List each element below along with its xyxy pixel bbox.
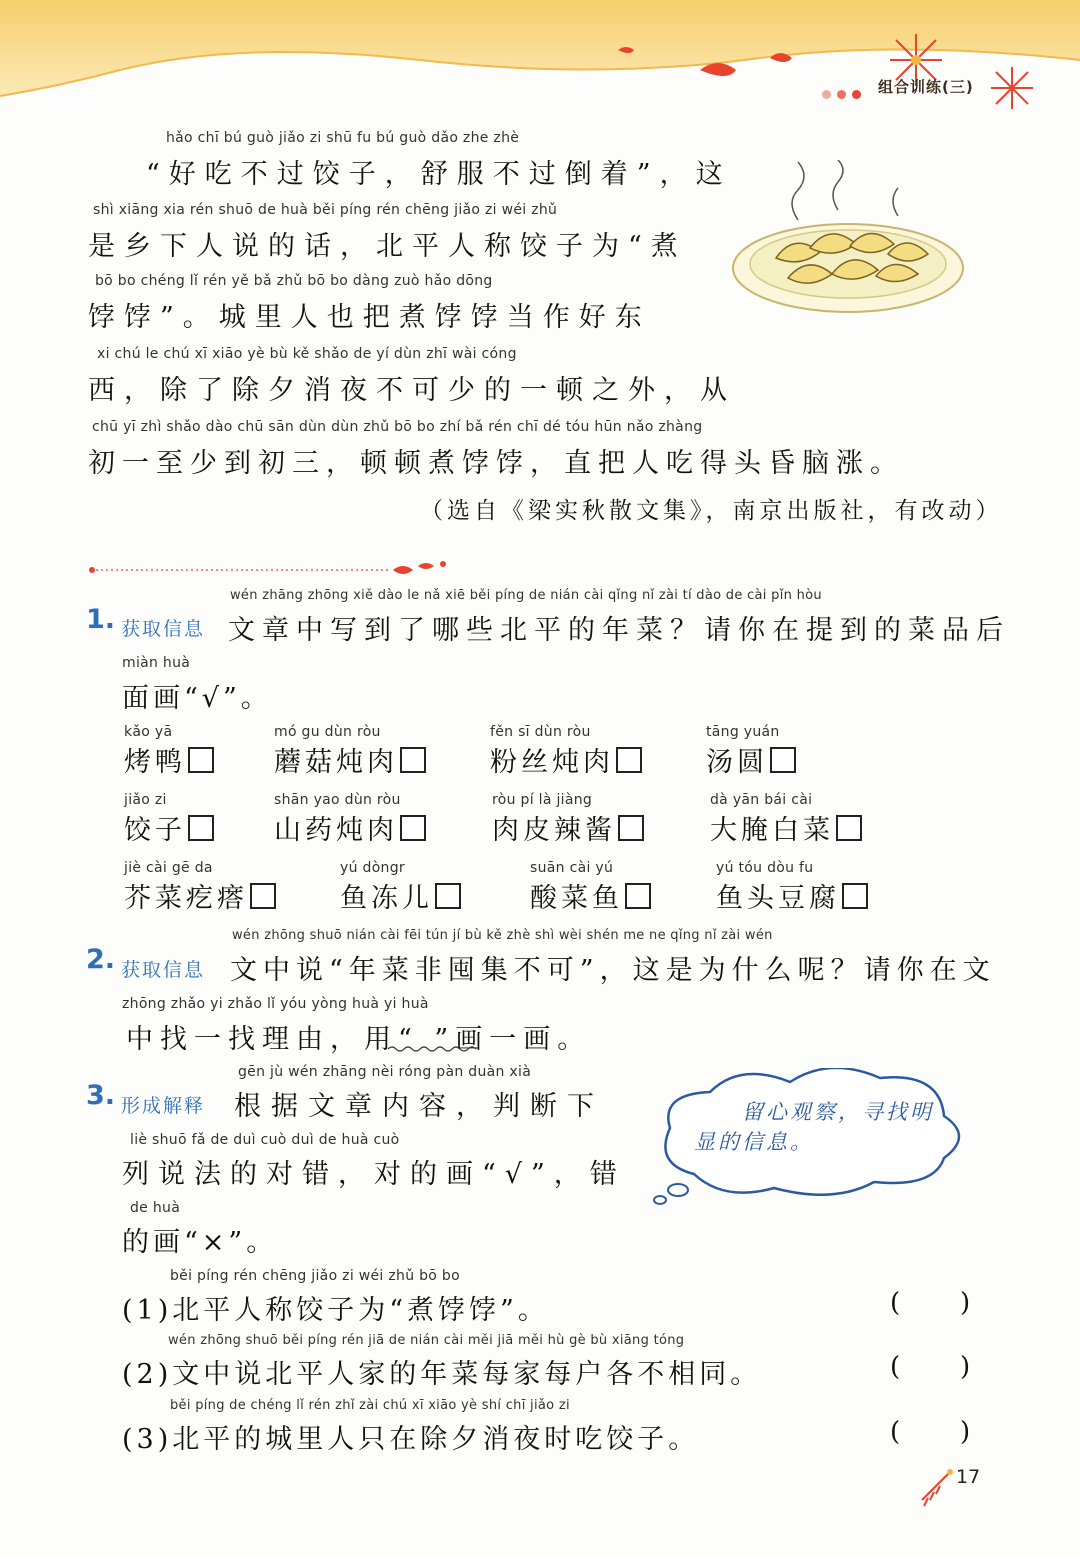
dish-option: kǎo yā 烤鸭 bbox=[124, 724, 214, 779]
question-number: 1. bbox=[86, 604, 116, 635]
pinyin-line: bō bo chéng lǐ rén yě bǎ zhǔ bō bo dàng zuò hǎo dōng bbox=[95, 273, 493, 289]
answer-checkbox[interactable] bbox=[400, 747, 426, 773]
question-text: 的画“×”。 bbox=[122, 1227, 278, 1258]
pinyin-line: zhōng zhǎo yi zhǎo lǐ yóu yòng huà yi huà bbox=[122, 996, 429, 1012]
pinyin-line: shì xiāng xia rén shuō de huà běi píng rén chēng jiǎo zi wéi zhǔ bbox=[93, 202, 558, 218]
answer-checkbox[interactable] bbox=[842, 883, 868, 909]
header-dots bbox=[822, 84, 867, 103]
answer-checkbox[interactable] bbox=[616, 747, 642, 773]
judgement-item: (1)北平人称饺子为“煮饽饽”。 bbox=[122, 1295, 549, 1326]
pinyin-line: de huà bbox=[130, 1200, 181, 1216]
question-tag: 形成解释 bbox=[121, 1095, 206, 1117]
firework-icon bbox=[988, 64, 1036, 112]
question-text: 列说法的对错，对的画“√”，错 bbox=[122, 1159, 626, 1190]
dish-option: mó gu dùn ròu 蘑菇炖肉 bbox=[274, 724, 426, 779]
answer-checkbox[interactable] bbox=[188, 747, 214, 773]
question-tag: 获取信息 bbox=[121, 618, 206, 640]
hint-text: 留心观察，寻找明 bbox=[742, 1100, 934, 1124]
question-number: 2. bbox=[86, 944, 116, 975]
answer-checkbox[interactable] bbox=[400, 815, 426, 841]
dish-option: jiǎo zi 饺子 bbox=[124, 792, 214, 847]
pinyin-line: wén zhōng shuō běi píng rén jiā de nián cài měi jiā měi hù gè bù xiāng tóng bbox=[168, 1333, 685, 1348]
passage-line: 初一至少到初三，顿顿煮饽饽，直把人吃得头昏脑涨。 bbox=[88, 448, 904, 479]
page-number: 17 bbox=[956, 1466, 981, 1488]
pinyin-line: miàn huà bbox=[122, 655, 191, 671]
passage-line: “好吃不过饺子，舒服不过倒着”，这 bbox=[146, 159, 732, 190]
dumpling-plate-illustration bbox=[728, 160, 968, 320]
pinyin-line: běi píng rén chēng jiǎo zi wéi zhǔ bō bo bbox=[170, 1268, 460, 1284]
question-text: 中找一找理由，用“ ”画一画。 bbox=[126, 1024, 592, 1055]
pinyin-line: běi píng de chéng lǐ rén zhǐ zài chú xī xiāo yè shí chī jiǎo zi bbox=[170, 1398, 570, 1413]
dish-option: suān cài yú 酸菜鱼 bbox=[530, 860, 651, 915]
pinyin-line: wén zhāng zhōng xiě dào le nǎ xiē běi píng de nián cài qǐng nǐ zài tí dào de cài pǐn hòu bbox=[230, 588, 822, 603]
answer-checkbox[interactable] bbox=[250, 883, 276, 909]
question-text: 根据文章内容，判断下 bbox=[234, 1091, 604, 1122]
question-text: 面画“√”。 bbox=[122, 683, 272, 714]
dish-option: yú dòngr 鱼冻儿 bbox=[340, 860, 461, 915]
question-text: 文章中写到了哪些北平的年菜？请你在提到的菜品后 bbox=[228, 615, 1010, 646]
dish-option: dà yān bái cài 大腌白菜 bbox=[710, 792, 862, 847]
passage-line: 西，除了除夕消夜不可少的一顿之外，从 bbox=[88, 375, 736, 406]
source-citation: （选自《梁实秋散文集》，南京出版社，有改动） bbox=[420, 498, 1003, 524]
dish-option: fěn sī dùn ròu 粉丝炖肉 bbox=[490, 724, 642, 779]
answer-checkbox[interactable] bbox=[770, 747, 796, 773]
workbook-page: 组合训练(三) hǎo chī bú guò jiǎo zi shū fu bú guò dǎo zhe zhè “好吃不过饺子，舒服不过倒着”，这 shì xiāng xia rén shuō de huà běi píng rén chēng jiǎo zi wéi zhǔ 是乡下人说的话，北平人称饺子为“煮 bō bo chéng lǐ rén yě bǎ zhǔ bō bo dàng zuò hǎo dōng 饽饽”。城里人也把煮饽饽当作好东 xi chú le chú xī xiāo yè bù kě shǎo de yí dùn zhī wài cóng 西，除了除夕消夜不可少的一顿之外，从 chū yī zhì shǎo dào chū sān dùn dùn zhǔ bō bo zhí bǎ rén chī dé tóu hūn nǎo zhàng 初一至少到初三，顿顿煮饽饽，直把人吃得头昏脑涨。 （选自《梁实秋散文集》，南京出版社，有改动） 1. 获取信息 wén zhāng zhōng xiě dào le nǎ xiē běi píng de nián cài qǐng nǐ zài tí dào de cài pǐn hòu 文章中写到了哪些北平的年菜？请你在提到的菜品后 miàn huà 面画“√”。 kǎo yā 烤鸭 mó gu dùn ròu 蘑菇炖肉 fěn sī dùn ròu 粉丝炖肉 tāng yuán 汤圆 jiǎo zi 饺子 shān yao dùn ròu 山药炖肉 ròu pí là jiàng 肉皮辣酱 dà yān bái cài 大腌白菜 jiè cài gē da 芥菜疙瘩 yú dòngr 鱼冻儿 suān cài yú 酸菜鱼 yú tóu dòu fu 鱼头豆腐 2. 获取信息 wén zhōng shuō nián cài fēi tún jí bù kě zhè shì wèi shén me ne qǐng nǐ zài wén 文中说“年菜非囤集不可”，这是为什么呢？请你在文 zhōng zhǎo yi zhǎo lǐ yóu yòng huà yi huà 中找一找理由，用“ ”画一画。 3. 形成解释 gēn jù wén zhāng nèi róng pàn duàn xià 根据文章内容，判断下 liè shuō fǎ de duì cuò duì de huà cuò 列说法的对错，对的画“√”，错 de huà 的画“×”。 留心观察，寻找明 显的信息。 běi píng rén chēng jiǎo zi wéi zhǔ bō bo (1)北平人称饺子为“煮饽饽”。 ( ) wén zhōng shuō běi píng rén jiā de nián cài měi jiā měi hù gè bù xiāng tóng (2)文中说北平人家的年菜每家每户各不相同。 ( ) běi píng de chéng lǐ rén zhǐ zài chú xī xiāo yè shí chī jiǎo zi (3)北平的城里人只在除夕消夜时吃饺子。 ( ) 17 bbox=[0, 0, 1080, 1558]
dish-option: tāng yuán 汤圆 bbox=[706, 724, 796, 779]
dish-option: ròu pí là jiàng 肉皮辣酱 bbox=[492, 792, 644, 847]
answer-checkbox[interactable] bbox=[625, 883, 651, 909]
judgement-item: (2)文中说北平人家的年菜每家每户各不相同。 bbox=[122, 1359, 762, 1390]
question-tag: 获取信息 bbox=[121, 959, 206, 981]
judgement-item: (3)北平的城里人只在除夕消夜时吃饺子。 bbox=[122, 1424, 700, 1455]
pinyin-line: wén zhōng shuō nián cài fēi tún jí bù kě zhè shì wèi shén me ne qǐng nǐ zài wén bbox=[232, 928, 773, 943]
question-number: 3. bbox=[86, 1080, 116, 1111]
section-title: 组合训练(三) bbox=[878, 78, 974, 96]
pinyin-line: gēn jù wén zhāng nèi róng pàn duàn xià bbox=[238, 1064, 532, 1080]
pinyin-line: hǎo chī bú guò jiǎo zi shū fu bú guò dǎo zhe zhè bbox=[166, 130, 520, 146]
pinyin-line: xi chú le chú xī xiāo yè bù kě shǎo de yí dùn zhī wài cóng bbox=[97, 346, 517, 362]
dish-option: jiè cài gē da 芥菜疙瘩 bbox=[124, 860, 276, 915]
pinyin-line: liè shuō fǎ de duì cuò duì de huà cuò bbox=[130, 1132, 400, 1148]
answer-checkbox[interactable] bbox=[188, 815, 214, 841]
question-text: 文中说“年菜非囤集不可”，这是为什么呢？请你在文 bbox=[230, 955, 996, 986]
decorative-divider bbox=[88, 560, 468, 580]
firecracker-icon bbox=[914, 1466, 956, 1508]
dish-option: yú tóu dòu fu 鱼头豆腐 bbox=[716, 860, 868, 915]
answer-checkbox[interactable] bbox=[618, 815, 644, 841]
passage-line: 是乡下人说的话，北平人称饺子为“煮 bbox=[88, 231, 687, 262]
wavy-underline bbox=[388, 1044, 478, 1054]
passage-line: 饽饽”。城里人也把煮饽饽当作好东 bbox=[88, 302, 651, 333]
dish-option: shān yao dùn ròu 山药炖肉 bbox=[274, 792, 426, 847]
answer-checkbox[interactable] bbox=[435, 883, 461, 909]
answer-checkbox[interactable] bbox=[836, 815, 862, 841]
pinyin-line: chū yī zhì shǎo dào chū sān dùn dùn zhǔ bō bo zhí bǎ rén chī dé tóu hūn nǎo zhàng bbox=[92, 419, 703, 435]
hint-text: 显的信息。 bbox=[694, 1130, 814, 1154]
